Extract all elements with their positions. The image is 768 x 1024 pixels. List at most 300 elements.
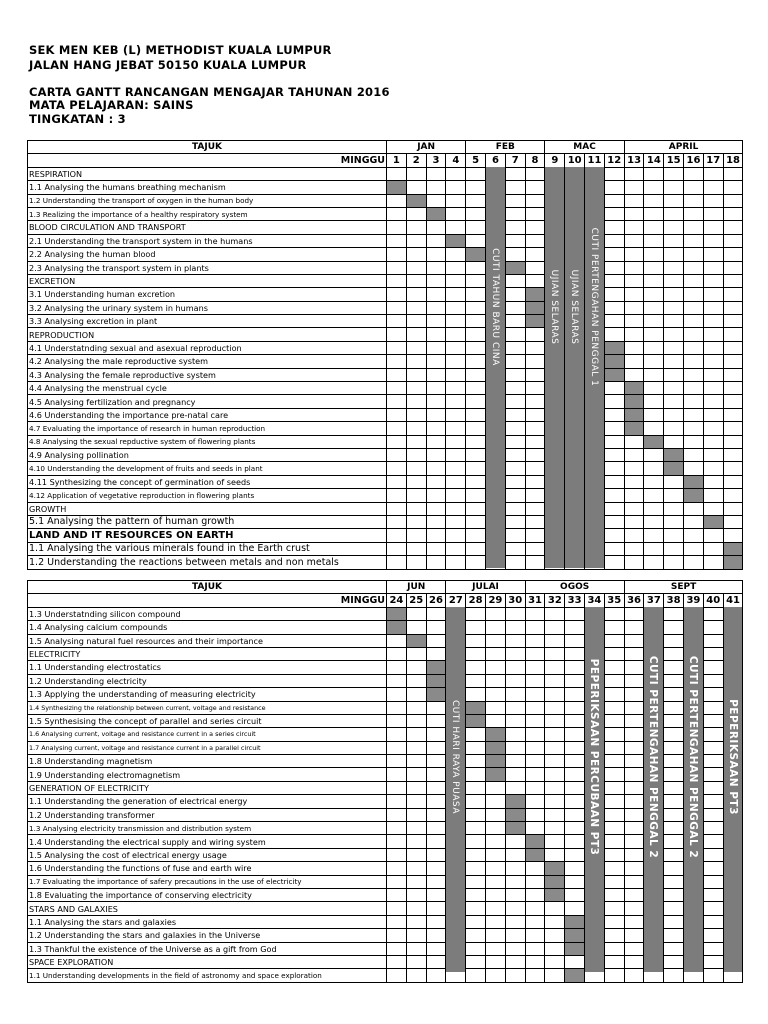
week-cell	[406, 221, 426, 234]
week-cell	[426, 781, 446, 794]
week-cell	[387, 781, 407, 794]
week-cell	[426, 355, 446, 368]
week-cell	[624, 167, 644, 180]
week-cell	[505, 341, 525, 354]
week-cell	[703, 768, 723, 781]
week-cell	[703, 221, 723, 234]
week-cell	[387, 234, 407, 247]
week-cell	[486, 795, 506, 808]
week-cell	[505, 955, 525, 968]
week-cell	[684, 355, 704, 368]
week-cell	[604, 607, 624, 620]
week-cell	[446, 181, 466, 194]
week-cell	[644, 448, 664, 461]
week-cell	[505, 647, 525, 660]
holiday-band	[486, 167, 505, 568]
week-number: 25	[406, 594, 426, 607]
week-cell	[565, 795, 585, 808]
week-cell	[466, 288, 486, 301]
topic-cell: 4.1 Understatnding sexual and asexual reproduction	[28, 341, 387, 354]
table-row	[28, 621, 743, 634]
week-cell	[466, 542, 486, 555]
week-cell	[505, 915, 525, 928]
scheduled-week-cell	[525, 315, 545, 328]
week-cell	[525, 475, 545, 488]
week-cell	[703, 489, 723, 502]
week-cell	[624, 714, 644, 727]
week-cell	[684, 368, 704, 381]
week-cell	[426, 741, 446, 754]
week-cell	[406, 234, 426, 247]
week-cell	[545, 902, 565, 915]
subject-label: MATA PELAJARAN: SAINS	[29, 98, 194, 112]
week-cell	[604, 489, 624, 502]
week-cell	[387, 422, 407, 435]
week-cell	[406, 808, 426, 821]
week-cell	[426, 607, 446, 620]
week-cell	[644, 382, 664, 395]
week-cell	[703, 529, 723, 542]
scheduled-week-cell	[644, 435, 664, 448]
week-cell	[426, 848, 446, 861]
week-cell	[644, 502, 664, 515]
scheduled-week-cell	[703, 515, 723, 528]
week-cell	[664, 929, 684, 942]
week-cell	[505, 288, 525, 301]
week-cell	[604, 301, 624, 314]
week-cell	[525, 942, 545, 955]
week-cell	[545, 755, 565, 768]
week-cell	[406, 448, 426, 461]
week-cell	[565, 674, 585, 687]
week-cell	[525, 969, 545, 982]
table-row	[28, 515, 743, 528]
week-cell	[525, 875, 545, 888]
week-cell	[664, 475, 684, 488]
week-cell	[604, 688, 624, 701]
week-cell	[624, 221, 644, 234]
week-cell	[703, 888, 723, 901]
scheduled-week-cell	[387, 607, 407, 620]
week-cell	[426, 395, 446, 408]
week-cell	[505, 435, 525, 448]
topic-cell: GROWTH	[28, 502, 387, 515]
week-cell	[604, 701, 624, 714]
week-cell	[604, 741, 624, 754]
holiday-band-label: UJIAN SELARAS	[549, 269, 560, 345]
scheduled-week-cell	[664, 462, 684, 475]
week-cell	[406, 382, 426, 395]
week-cell	[664, 328, 684, 341]
week-cell	[624, 835, 644, 848]
week-cell	[387, 714, 407, 727]
week-cell	[644, 288, 664, 301]
week-cell	[644, 234, 664, 247]
topic-cell: 4.9 Analysing pollination	[28, 448, 387, 461]
week-cell	[426, 634, 446, 647]
week-cell	[466, 368, 486, 381]
scheduled-week-cell	[505, 261, 525, 274]
week-cell	[406, 422, 426, 435]
week-cell	[466, 274, 486, 287]
table-row	[28, 181, 743, 194]
week-cell	[624, 515, 644, 528]
week-cell	[684, 529, 704, 542]
week-cell	[505, 234, 525, 247]
month-header: APRIL	[624, 141, 743, 154]
week-cell	[604, 234, 624, 247]
table-row	[28, 795, 743, 808]
week-cell	[723, 274, 743, 287]
week-number: 9	[545, 154, 565, 167]
scheduled-week-cell	[466, 248, 486, 261]
week-cell	[446, 462, 466, 475]
topic-cell: 1.2 Understanding the reactions between metals and non metals	[28, 556, 387, 569]
week-cell	[426, 234, 446, 247]
table-row	[28, 207, 743, 220]
week-cell	[406, 969, 426, 982]
week-cell	[565, 728, 585, 741]
week-cell	[525, 902, 545, 915]
week-cell	[486, 969, 506, 982]
topic-cell: 3.2 Analysing the urinary system in humans	[28, 301, 387, 314]
month-header: SEPT	[624, 581, 743, 594]
week-cell	[624, 448, 644, 461]
week-cell	[664, 621, 684, 634]
week-cell	[466, 875, 486, 888]
week-cell	[624, 301, 644, 314]
week-cell	[505, 422, 525, 435]
week-cell	[446, 194, 466, 207]
week-cell	[426, 969, 446, 982]
week-cell	[664, 969, 684, 982]
week-cell	[446, 328, 466, 341]
topic-cell: 1.1 Analysing the humans breathing mechanism	[28, 181, 387, 194]
week-cell	[387, 795, 407, 808]
topic-cell: 1.3 Realizing the importance of a healthy respiratory system	[28, 207, 387, 220]
topic-cell: LAND AND IT RESOURCES ON EARTH	[28, 529, 387, 542]
week-cell	[545, 835, 565, 848]
week-cell	[505, 448, 525, 461]
week-cell	[723, 368, 743, 381]
week-cell	[545, 955, 565, 968]
week-cell	[486, 822, 506, 835]
week-cell	[486, 607, 506, 620]
week-cell	[624, 688, 644, 701]
week-cell	[703, 808, 723, 821]
week-cell	[604, 462, 624, 475]
topic-cell: 1.1 Understanding developments in the field of astronomy and space exploration	[28, 969, 387, 982]
week-cell	[446, 556, 466, 569]
week-cell	[703, 607, 723, 620]
week-cell	[644, 355, 664, 368]
week-cell	[604, 674, 624, 687]
week-cell	[644, 167, 664, 180]
week-cell	[446, 248, 466, 261]
week-cell	[604, 661, 624, 674]
week-cell	[426, 328, 446, 341]
week-cell	[387, 529, 407, 542]
week-cell	[624, 315, 644, 328]
week-cell	[604, 795, 624, 808]
scheduled-week-cell	[387, 181, 407, 194]
topic-cell: 4.7 Evaluating the importance of research in human reproduction	[28, 422, 387, 435]
week-cell	[604, 647, 624, 660]
week-cell	[446, 395, 466, 408]
scheduled-week-cell	[486, 755, 506, 768]
table-row	[28, 221, 743, 234]
scheduled-week-cell	[406, 634, 426, 647]
week-cell	[703, 274, 723, 287]
week-cell	[624, 674, 644, 687]
week-cell	[466, 755, 486, 768]
week-cell	[723, 422, 743, 435]
week-cell	[525, 248, 545, 261]
week-cell	[703, 234, 723, 247]
week-cell	[505, 301, 525, 314]
week-cell	[406, 435, 426, 448]
week-cell	[466, 902, 486, 915]
week-cell	[486, 688, 506, 701]
week-cell	[644, 368, 664, 381]
week-cell	[723, 341, 743, 354]
week-cell	[505, 781, 525, 794]
week-cell	[406, 848, 426, 861]
week-cell	[664, 835, 684, 848]
week-cell	[426, 701, 446, 714]
scheduled-week-cell	[624, 395, 644, 408]
table-row	[28, 556, 743, 569]
week-cell	[505, 475, 525, 488]
week-cell	[426, 768, 446, 781]
week-cell	[525, 621, 545, 634]
week-cell	[486, 808, 506, 821]
week-cell	[466, 435, 486, 448]
week-cell	[505, 315, 525, 328]
week-cell	[703, 902, 723, 915]
week-number: 3	[426, 154, 446, 167]
table-row	[28, 542, 743, 555]
week-cell	[505, 835, 525, 848]
week-cell	[684, 234, 704, 247]
week-cell	[505, 529, 525, 542]
week-cell	[525, 795, 545, 808]
week-cell	[486, 888, 506, 901]
scheduled-week-cell	[624, 422, 644, 435]
week-cell	[525, 435, 545, 448]
week-cell	[387, 556, 407, 569]
week-cell	[486, 674, 506, 687]
week-cell	[387, 875, 407, 888]
week-cell	[406, 822, 426, 835]
week-cell	[624, 489, 644, 502]
week-cell	[565, 647, 585, 660]
week-cell	[703, 462, 723, 475]
week-cell	[703, 781, 723, 794]
week-cell	[466, 448, 486, 461]
week-cell	[466, 888, 486, 901]
holiday-band-label: CUTI TAHUN BARU CINA	[489, 248, 500, 366]
week-cell	[545, 701, 565, 714]
week-cell	[486, 955, 506, 968]
week-number: 15	[664, 154, 684, 167]
week-cell	[604, 621, 624, 634]
scheduled-week-cell	[446, 234, 466, 247]
week-cell	[703, 875, 723, 888]
month-header: JAN	[387, 141, 466, 154]
month-header-row	[28, 141, 743, 154]
table-row	[28, 955, 743, 968]
table-row	[28, 674, 743, 687]
week-cell	[446, 502, 466, 515]
week-cell	[624, 795, 644, 808]
week-cell	[624, 328, 644, 341]
week-cell	[406, 207, 426, 220]
week-cell	[505, 621, 525, 634]
week-cell	[426, 621, 446, 634]
week-cell	[644, 395, 664, 408]
week-cell	[406, 462, 426, 475]
week-cell	[703, 661, 723, 674]
week-cell	[486, 701, 506, 714]
week-cell	[624, 556, 644, 569]
week-cell	[565, 701, 585, 714]
week-cell	[387, 328, 407, 341]
week-cell	[624, 234, 644, 247]
week-cell	[525, 422, 545, 435]
week-cell	[387, 915, 407, 928]
gantt-chart-2	[27, 580, 743, 983]
week-cell	[486, 875, 506, 888]
week-cell	[387, 515, 407, 528]
table-row	[28, 888, 743, 901]
week-cell	[505, 489, 525, 502]
week-cell	[703, 556, 723, 569]
week-cell	[446, 422, 466, 435]
topic-cell: BLOOD CIRCULATION AND TRANSPORT	[28, 221, 387, 234]
scheduled-week-cell	[486, 768, 506, 781]
week-cell	[604, 288, 624, 301]
scheduled-week-cell	[565, 969, 585, 982]
week-cell	[525, 955, 545, 968]
week-cell	[406, 181, 426, 194]
week-cell	[505, 768, 525, 781]
week-cell	[525, 755, 545, 768]
week-cell	[446, 167, 466, 180]
scheduled-week-cell	[486, 728, 506, 741]
holiday-band-label: CUTI PERTENGAHAN PENGGAL 2	[686, 655, 699, 859]
week-cell	[387, 808, 407, 821]
week-cell	[684, 435, 704, 448]
week-cell	[406, 489, 426, 502]
week-cell	[466, 328, 486, 341]
week-cell	[466, 929, 486, 942]
week-cell	[505, 382, 525, 395]
week-cell	[604, 328, 624, 341]
week-cell	[664, 942, 684, 955]
week-cell	[505, 395, 525, 408]
week-cell	[644, 408, 664, 421]
table-row	[28, 929, 743, 942]
week-cell	[624, 194, 644, 207]
week-cell	[525, 234, 545, 247]
week-cell	[703, 714, 723, 727]
scheduled-week-cell	[545, 862, 565, 875]
week-cell	[387, 301, 407, 314]
week-cell	[684, 556, 704, 569]
week-cell	[644, 207, 664, 220]
week-cell	[604, 475, 624, 488]
week-cell	[426, 556, 446, 569]
week-cell	[703, 301, 723, 314]
week-number: 28	[466, 594, 486, 607]
topic-cell: 1.8 Understanding magnetism	[28, 755, 387, 768]
week-cell	[604, 274, 624, 287]
scheduled-week-cell	[565, 915, 585, 928]
table-row	[28, 942, 743, 955]
week-cell	[406, 395, 426, 408]
week-cell	[387, 462, 407, 475]
week-cell	[703, 368, 723, 381]
week-cell	[545, 634, 565, 647]
week-cell	[664, 221, 684, 234]
topic-cell: RESPIRATION	[28, 167, 387, 180]
week-cell	[446, 355, 466, 368]
week-cell	[604, 835, 624, 848]
week-number: 10	[565, 154, 585, 167]
week-cell	[604, 315, 624, 328]
week-cell	[723, 502, 743, 515]
week-cell	[446, 368, 466, 381]
week-cell	[604, 875, 624, 888]
scheduled-week-cell	[565, 929, 585, 942]
week-cell	[387, 848, 407, 861]
week-cell	[525, 701, 545, 714]
week-number: 5	[466, 154, 486, 167]
week-cell	[426, 475, 446, 488]
week-cell	[684, 315, 704, 328]
topic-cell: SPACE EXPLORATION	[28, 955, 387, 968]
scheduled-week-cell	[505, 808, 525, 821]
week-cell	[565, 902, 585, 915]
week-cell	[466, 942, 486, 955]
week-cell	[703, 341, 723, 354]
week-cell	[406, 955, 426, 968]
week-cell	[604, 969, 624, 982]
week-cell	[604, 395, 624, 408]
week-cell	[525, 808, 545, 821]
week-cell	[565, 955, 585, 968]
week-cell	[545, 915, 565, 928]
gantt-chart-1	[27, 140, 743, 570]
week-cell	[406, 942, 426, 955]
scheduled-week-cell	[545, 875, 565, 888]
week-cell	[426, 915, 446, 928]
month-header: FEB	[466, 141, 545, 154]
week-cell	[505, 462, 525, 475]
week-cell	[604, 529, 624, 542]
tajuk-header: TAJUK	[28, 581, 387, 594]
week-cell	[565, 808, 585, 821]
week-cell	[406, 661, 426, 674]
topic-cell: 4.12 Application of vegetative reproduction in flowering plants	[28, 489, 387, 502]
week-cell	[565, 714, 585, 727]
week-number: 40	[703, 594, 723, 607]
week-number: 38	[664, 594, 684, 607]
week-cell	[406, 542, 426, 555]
week-cell	[525, 556, 545, 569]
week-cell	[505, 634, 525, 647]
